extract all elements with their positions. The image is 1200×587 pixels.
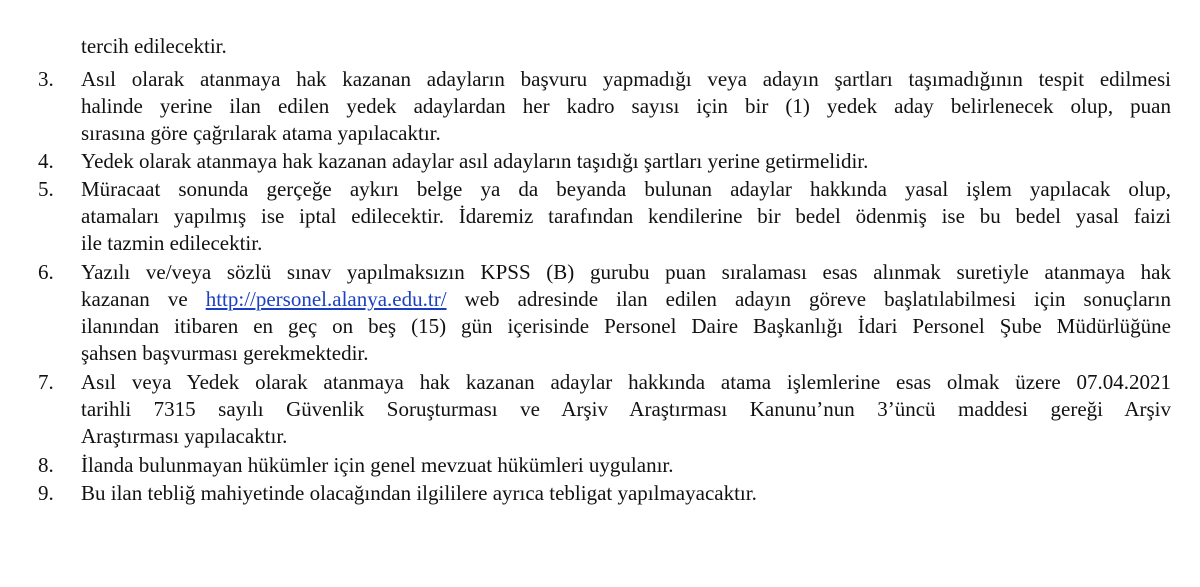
text-line: Yedek olarak atanmaya hak kazanan adaylar asıl adayların taşıdığı şartları yerine getirmelidir. [81,149,869,173]
text-line: Bu ilan tebliğ mahiyetinde olacağından ilgililere ayrıca tebligat yapılmayacaktır. [81,481,757,505]
personel-website-link[interactable]: http://personel.alanya.edu.tr/ [205,287,447,311]
text-line: tarihli 7315 sayılı Güvenlik Soruşturması ve Arşiv Araştırması Kanunu’nun 3’üncü maddesi gereği Arşiv [81,397,1171,421]
text-line: ile tazmin edilecektir. [81,231,263,255]
text-line-with-link [81,286,1171,312]
item-number: 9. [38,481,54,505]
text-line: atamaları yapılmış ise iptal edilecektir. İdaremiz tarafından kendilerine bir bedel ödenmiş ise bu bedel yasal faizi [81,204,1171,228]
text-line: Asıl olarak atanmaya hak kazanan adayların başvuru yapmadığı veya adayın şartları taşımadığının tespit edilmesi [81,67,1171,91]
text-line: şahsen başvurması gerekmektedir. [81,341,369,365]
item-number: 5. [38,177,54,201]
text-line: Araştırması yapılacaktır. [81,424,288,448]
text-line: İlanda bulunmayan hükümler için genel mevzuat hükümleri uygulanır. [81,453,674,477]
text-line: sırasına göre çağrılarak atama yapılacaktır. [81,121,441,145]
item-number: 8. [38,453,54,477]
text-line: Yazılı ve/veya sözlü sınav yapılmaksızın KPSS (B) gurubu puan sıralaması esas alınmak suretiyle atanmaya hak [81,260,1171,284]
item-number: 3. [38,67,54,91]
text-line: halinde yerine ilan edilen yedek adaylardan her kadro sayısı için bir (1) yedek aday belirlenecek olup, puan [81,94,1171,118]
text-segment: web adresinde ilan edilen adayın göreve başlatılabilmesi için sonuçların [446,287,1171,311]
item-number: 4. [38,149,54,173]
item-number: 7. [38,370,54,394]
text-line: ilanından itibaren en geç on beş (15) gün içerisinde Personel Daire Başkanlığı İdari Personel Şube Müdürlüğüne [81,314,1171,338]
text-line: Asıl veya Yedek olarak atanmaya hak kazanan adaylar hakkında atama işlemlerine esas olmak üzere 07.04.2021 [81,370,1171,394]
text-segment: kazanan ve [81,287,206,311]
text-line: tercih edilecektir. [81,34,227,58]
item-number: 6. [38,260,54,284]
text-line: Müracaat sonunda gerçeğe aykırı belge ya da beyanda bulunan adaylar hakkında yasal işlem yapılacak olup, [81,177,1171,201]
